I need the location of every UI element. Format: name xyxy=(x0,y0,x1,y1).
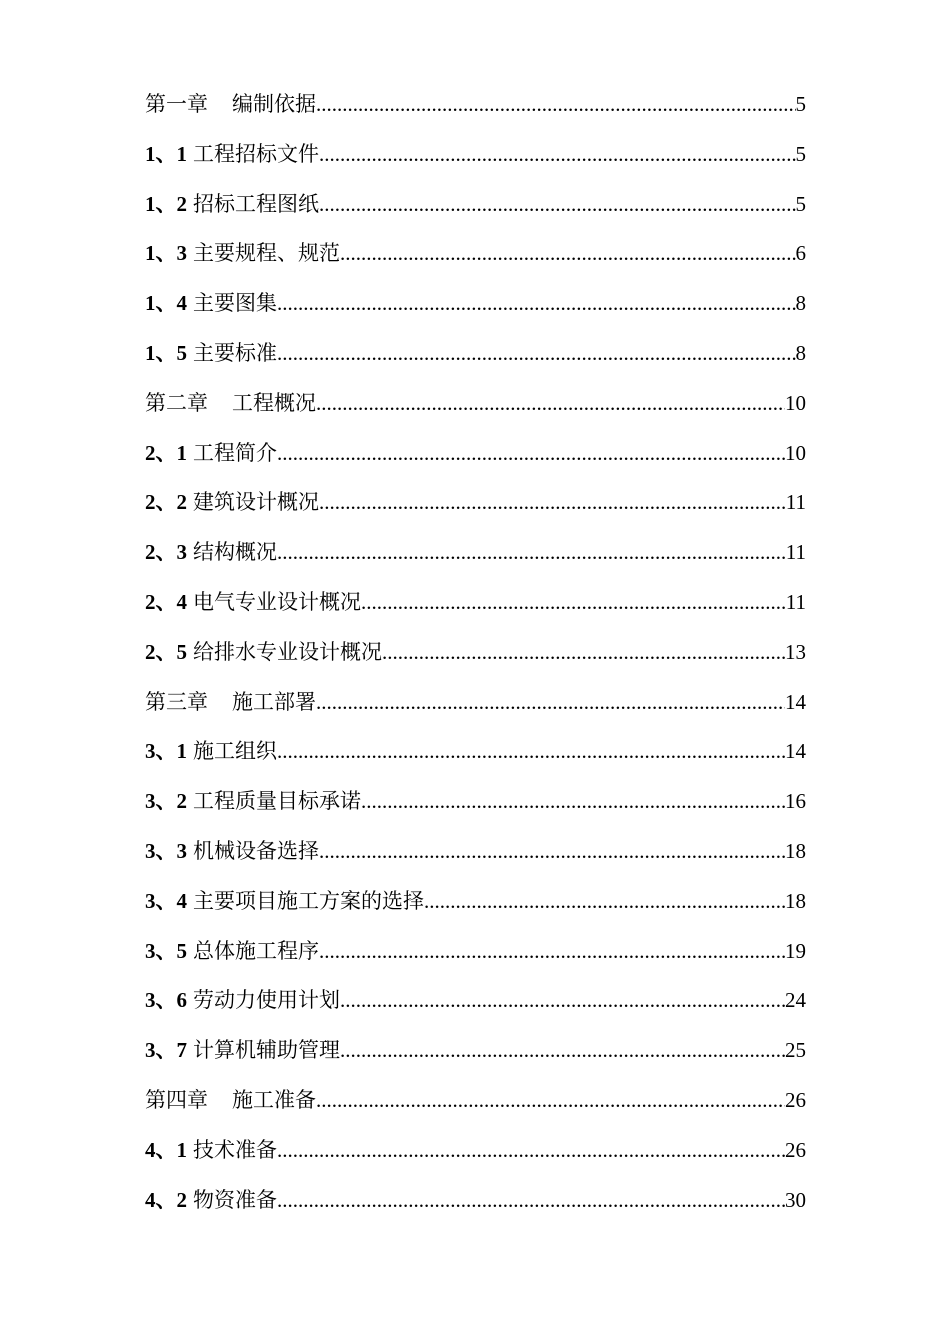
toc-page-number: 26 xyxy=(785,1087,806,1112)
toc-entry-title: 施工组织 xyxy=(193,739,277,764)
toc-page-number: 18 xyxy=(785,888,806,913)
toc-entry-label xyxy=(145,777,361,827)
toc-section-entry[interactable] xyxy=(145,429,806,479)
toc-page-number: 26 xyxy=(785,1137,806,1162)
toc-section-entry[interactable] xyxy=(145,877,806,927)
toc-dot-leader xyxy=(316,379,785,429)
toc-entry-title: 主要图集 xyxy=(193,291,277,316)
toc-entry-number: 1、5 xyxy=(145,340,187,365)
toc-entry-label xyxy=(145,1026,340,1076)
toc-entry-title: 工程质量目标承诺 xyxy=(193,789,361,814)
toc-entry-number: 第三章 xyxy=(145,689,208,714)
toc-entry-title: 主要项目施工方案的选择 xyxy=(193,888,424,913)
toc-page-number: 11 xyxy=(785,540,806,565)
toc-entry-label xyxy=(145,678,316,728)
toc-entry-label xyxy=(145,628,382,678)
toc-entry-title: 主要规程、规范 xyxy=(193,241,340,266)
toc-entry-number: 3、3 xyxy=(145,838,187,863)
toc-dot-leader xyxy=(277,279,796,329)
toc-entry-title: 总体施工程序 xyxy=(193,938,319,963)
toc-chapter-entry[interactable] xyxy=(145,1076,806,1126)
toc-chapter-entry[interactable] xyxy=(145,678,806,728)
toc-entry-title: 主要标准 xyxy=(193,340,277,365)
toc-section-entry[interactable] xyxy=(145,927,806,977)
toc-dot-leader xyxy=(319,180,796,230)
toc-entry-title: 劳动力使用计划 xyxy=(193,988,340,1013)
toc-entry-number: 3、7 xyxy=(145,1038,187,1063)
toc-dot-leader xyxy=(277,727,785,777)
toc-entry-label xyxy=(145,578,361,628)
toc-page-number: 14 xyxy=(785,689,806,714)
toc-section-entry[interactable] xyxy=(145,329,806,379)
toc-dot-leader xyxy=(319,130,796,180)
toc-entry-title: 技术准备 xyxy=(193,1137,277,1162)
toc-section-entry[interactable] xyxy=(145,976,806,1026)
toc-page-number: 8 xyxy=(795,340,806,365)
toc-entry-label xyxy=(145,80,316,130)
toc-entry-number: 1、3 xyxy=(145,241,187,266)
toc-entry-label xyxy=(145,180,319,230)
toc-section-entry[interactable] xyxy=(145,727,806,777)
toc-entry-title: 物资准备 xyxy=(193,1187,277,1212)
toc-section-entry[interactable] xyxy=(145,628,806,678)
toc-dot-leader xyxy=(361,777,785,827)
toc-page-number: 30 xyxy=(785,1187,806,1212)
toc-dot-leader xyxy=(424,877,785,927)
toc-chapter-entry[interactable] xyxy=(145,80,806,130)
toc-page-number: 8 xyxy=(795,291,806,316)
toc-entry-number: 2、1 xyxy=(145,440,187,465)
toc-page-number: 14 xyxy=(785,739,806,764)
toc-entry-title: 结构概况 xyxy=(193,540,277,565)
toc-entry-label xyxy=(145,927,319,977)
toc-section-entry[interactable] xyxy=(145,578,806,628)
toc-entry-label xyxy=(145,130,319,180)
toc-dot-leader xyxy=(316,1076,785,1126)
toc-chapter-entry[interactable] xyxy=(145,379,806,429)
toc-section-entry[interactable] xyxy=(145,827,806,877)
toc-section-entry[interactable] xyxy=(145,130,806,180)
toc-section-entry[interactable] xyxy=(145,1026,806,1076)
toc-entry-label xyxy=(145,1176,277,1226)
toc-entry-number: 3、6 xyxy=(145,988,187,1013)
toc-entry-number: 1、4 xyxy=(145,291,187,316)
toc-entry-label xyxy=(145,877,424,927)
toc-entry-number: 2、5 xyxy=(145,639,187,664)
toc-page-number: 18 xyxy=(785,838,806,863)
toc-dot-leader xyxy=(340,976,785,1026)
toc-entry-title: 施工部署 xyxy=(232,689,316,714)
toc-entry-number: 3、2 xyxy=(145,789,187,814)
toc-entry-title: 工程招标文件 xyxy=(193,141,319,166)
toc-section-entry[interactable] xyxy=(145,229,806,279)
toc-section-entry[interactable] xyxy=(145,478,806,528)
toc-dot-leader xyxy=(319,827,785,877)
toc-entry-number: 4、1 xyxy=(145,1137,187,1162)
toc-entry-title: 招标工程图纸 xyxy=(193,191,319,216)
toc-entry-label xyxy=(145,976,340,1026)
toc-entry-number: 2、2 xyxy=(145,490,187,515)
toc-page-number: 11 xyxy=(785,589,806,614)
toc-entry-number: 2、4 xyxy=(145,589,187,614)
toc-section-entry[interactable] xyxy=(145,1126,806,1176)
toc-page-number: 5 xyxy=(795,191,806,216)
toc-page-number: 5 xyxy=(795,141,806,166)
toc-dot-leader xyxy=(382,628,785,678)
toc-entry-title: 电气专业设计概况 xyxy=(193,589,361,614)
toc-entry-title: 机械设备选择 xyxy=(193,838,319,863)
toc-entry-label xyxy=(145,478,319,528)
toc-entry-label xyxy=(145,1126,277,1176)
toc-page-number: 16 xyxy=(785,789,806,814)
toc-entry-label xyxy=(145,1076,316,1126)
toc-page-number: 11 xyxy=(785,490,806,515)
toc-page-number: 13 xyxy=(785,639,806,664)
toc-entry-number: 1、2 xyxy=(145,191,187,216)
toc-entry-label xyxy=(145,379,316,429)
toc-section-entry[interactable] xyxy=(145,1176,806,1226)
toc-entry-number: 3、4 xyxy=(145,888,187,913)
toc-page-number: 10 xyxy=(785,390,806,415)
toc-entry-label xyxy=(145,229,340,279)
toc-entry-title: 施工准备 xyxy=(232,1087,316,1112)
toc-entry-title: 工程简介 xyxy=(193,440,277,465)
toc-entry-label xyxy=(145,279,277,329)
toc-dot-leader xyxy=(277,1126,785,1176)
toc-dot-leader xyxy=(361,578,786,628)
toc-entry-title: 工程概况 xyxy=(232,390,316,415)
toc-dot-leader xyxy=(340,1026,785,1076)
toc-section-entry[interactable] xyxy=(145,180,806,230)
toc-dot-leader xyxy=(319,927,785,977)
toc-dot-leader xyxy=(316,80,796,130)
toc-entry-number: 第四章 xyxy=(145,1087,208,1112)
toc-page-number: 6 xyxy=(795,241,806,266)
toc-dot-leader xyxy=(277,329,796,379)
toc-entry-number: 3、1 xyxy=(145,739,187,764)
toc-entry-label xyxy=(145,727,277,777)
table-of-contents xyxy=(145,80,806,1225)
toc-page-number: 19 xyxy=(785,938,806,963)
toc-section-entry[interactable] xyxy=(145,279,806,329)
toc-entry-label xyxy=(145,528,277,578)
toc-entry-number: 1、1 xyxy=(145,141,187,166)
toc-entry-title: 编制依据 xyxy=(232,92,316,116)
toc-dot-leader xyxy=(340,229,796,279)
toc-dot-leader xyxy=(277,528,786,578)
toc-entry-label xyxy=(145,429,277,479)
toc-entry-title: 建筑设计概况 xyxy=(193,490,319,515)
toc-page-number: 25 xyxy=(785,1038,806,1063)
toc-page-number: 24 xyxy=(785,988,806,1013)
toc-entry-number: 3、5 xyxy=(145,938,187,963)
toc-page-number: 10 xyxy=(785,440,806,465)
toc-section-entry[interactable] xyxy=(145,528,806,578)
toc-entry-label xyxy=(145,329,277,379)
toc-dot-leader xyxy=(316,678,785,728)
toc-page-number: 5 xyxy=(795,92,806,116)
toc-entry-number: 第一章 xyxy=(145,92,208,116)
toc-entry-number: 第二章 xyxy=(145,390,208,415)
toc-dot-leader xyxy=(277,429,785,479)
toc-dot-leader xyxy=(319,478,786,528)
toc-entry-label xyxy=(145,827,319,877)
toc-entry-title: 计算机辅助管理 xyxy=(193,1038,340,1063)
toc-section-entry[interactable] xyxy=(145,777,806,827)
toc-entry-title: 给排水专业设计概况 xyxy=(193,639,382,664)
toc-dot-leader xyxy=(277,1176,785,1226)
toc-entry-number: 2、3 xyxy=(145,540,187,565)
toc-entry-number: 4、2 xyxy=(145,1187,187,1212)
